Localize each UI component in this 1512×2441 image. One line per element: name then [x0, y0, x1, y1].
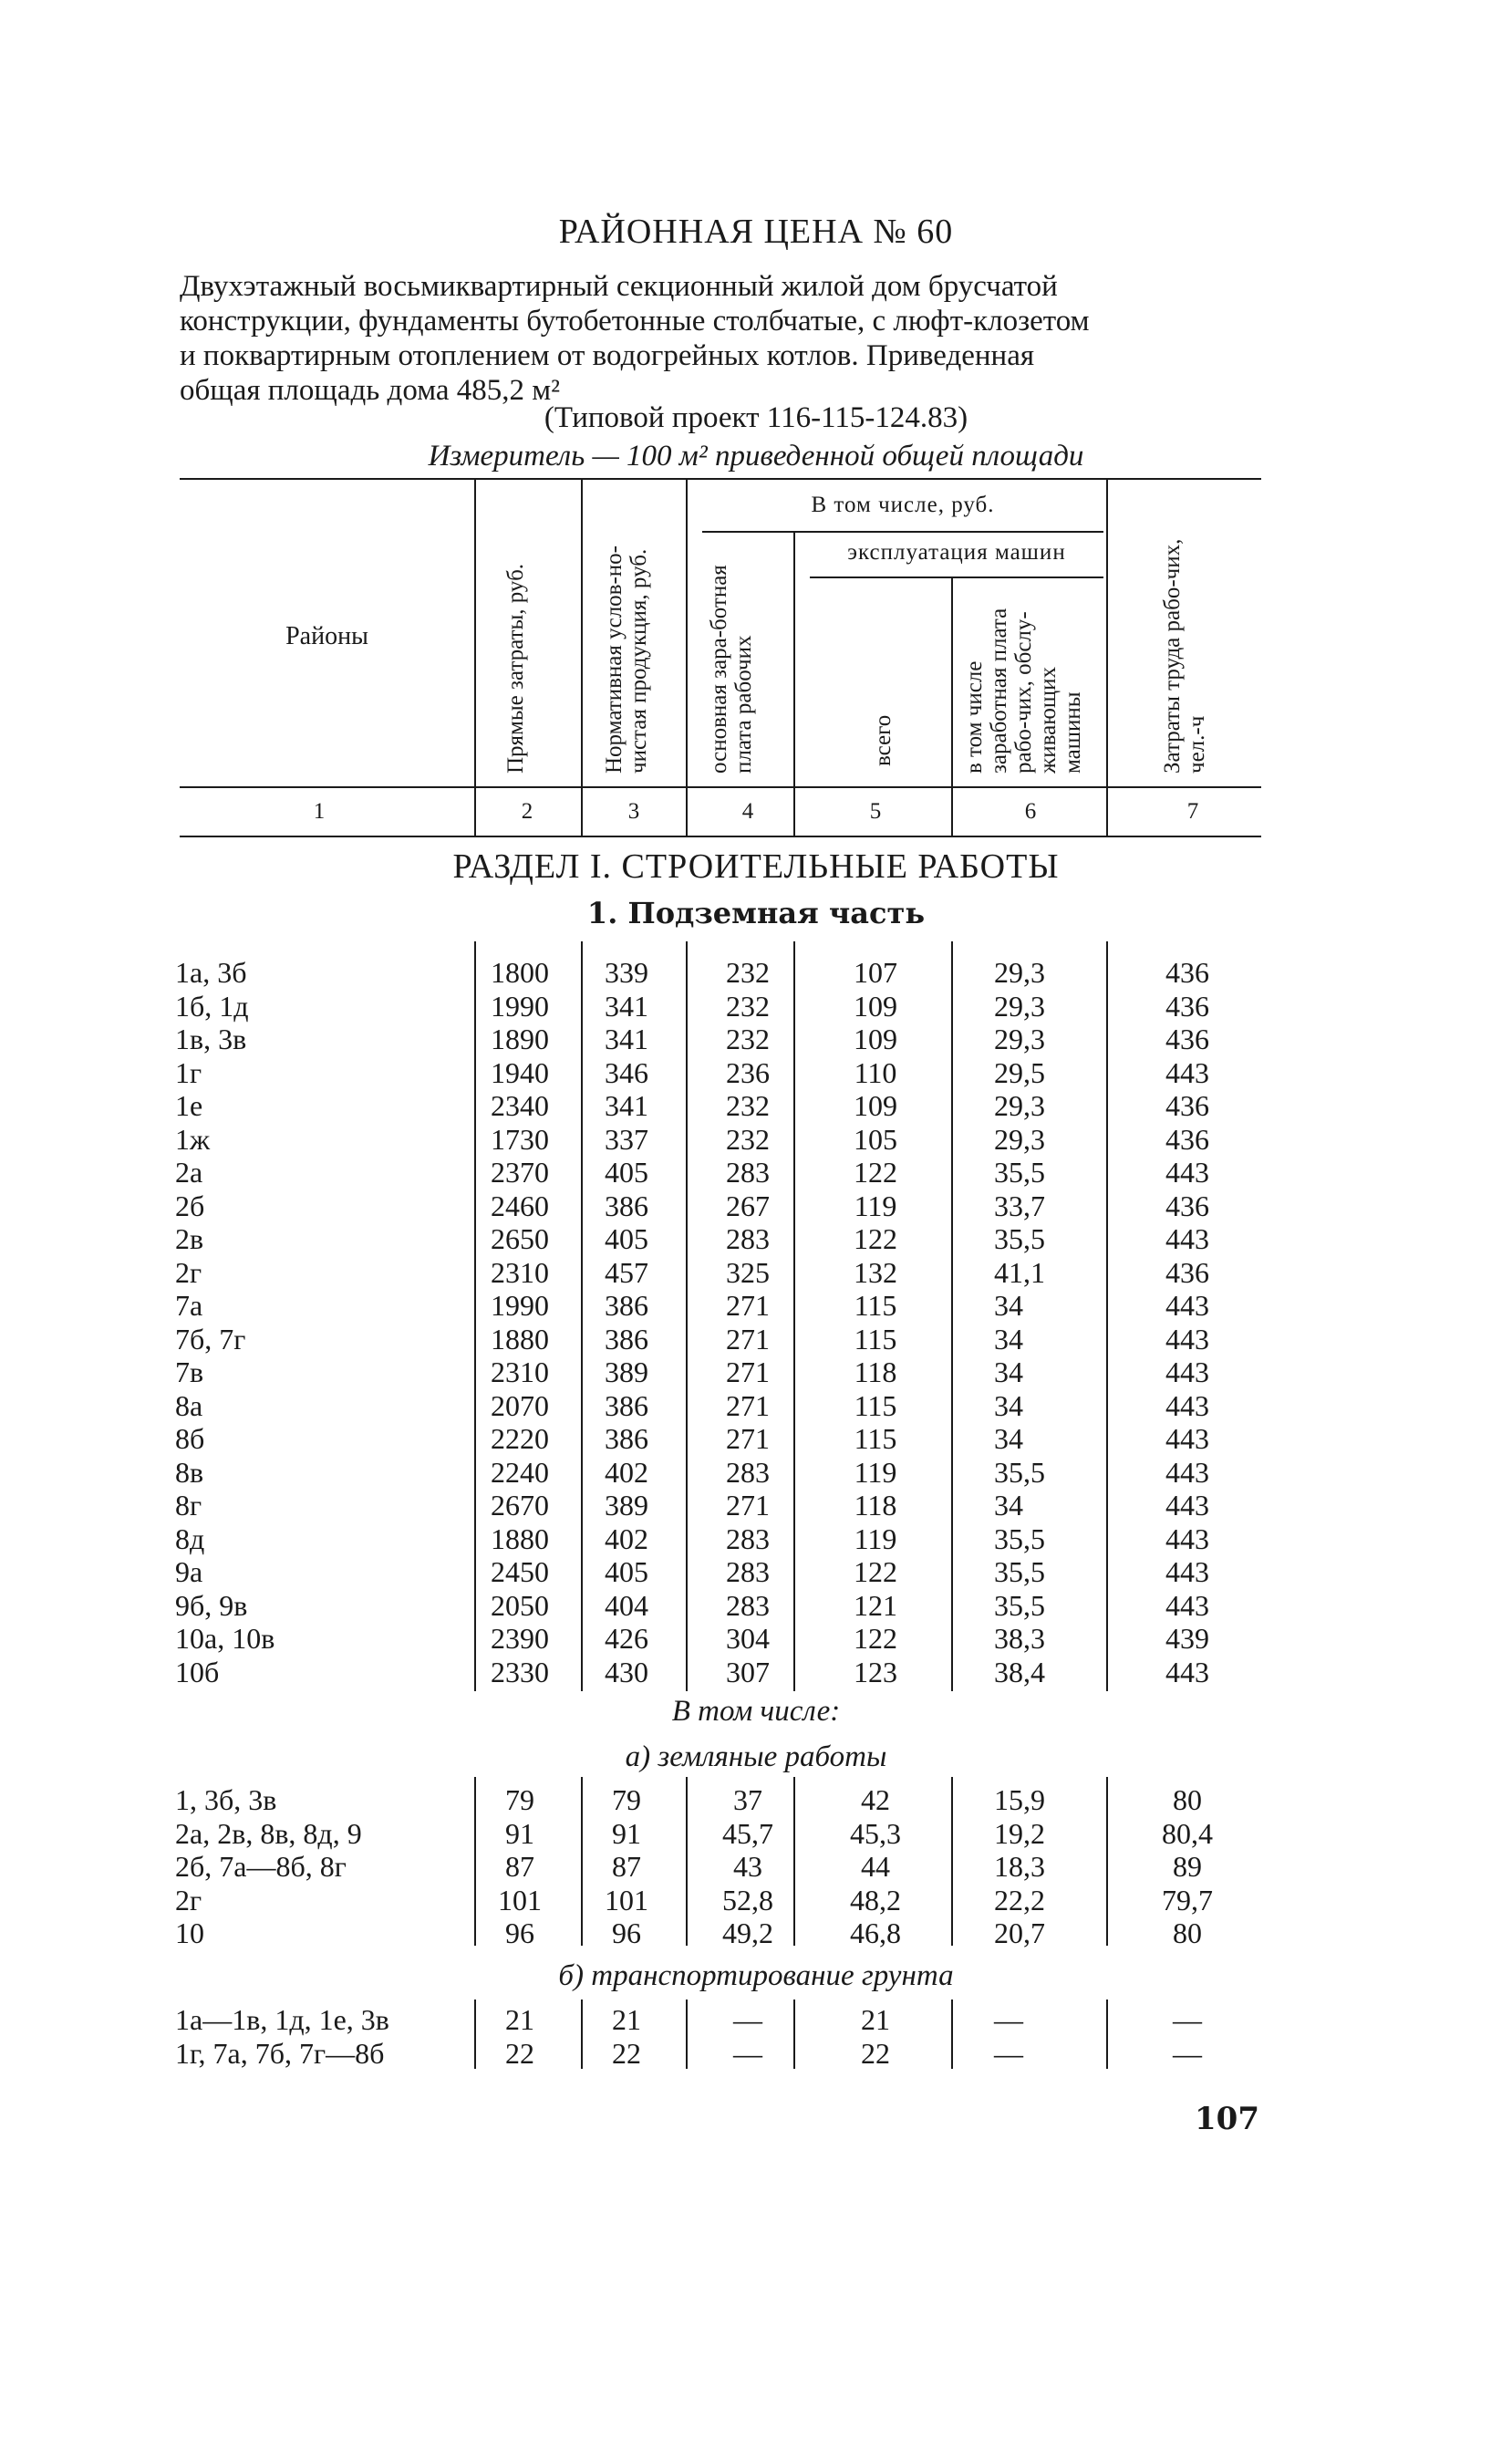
header-col-divider	[793, 533, 795, 837]
cell-district: 1а—1в, 1д, 1е, 3в	[175, 2003, 389, 2036]
cell-direct-costs: 1730	[491, 1122, 549, 1156]
cell-labor: 443	[1165, 1356, 1209, 1388]
cell-labor: 443	[1165, 1289, 1209, 1322]
cell-machine-wage: 35,5	[994, 1588, 1045, 1622]
column-number: 1	[313, 799, 326, 824]
cell-normative: 91	[612, 1816, 641, 1850]
cell-machines-total: 122	[854, 1222, 897, 1255]
cell-direct-costs: 1940	[491, 1055, 549, 1089]
cell-normative: 405	[605, 1555, 648, 1588]
cell-direct-costs: 2450	[491, 1555, 549, 1588]
cell-normative: 341	[605, 1023, 648, 1055]
cell-base-wage: —	[733, 2036, 762, 2070]
cell-normative: 339	[605, 956, 648, 989]
section-title: РАЗДЕЛ I. СТРОИТЕЛЬНЫЕ РАБОТЫ	[452, 847, 1060, 886]
cell-district: 7б, 7г	[175, 1322, 246, 1356]
cell-normative: 405	[605, 1222, 648, 1255]
body-col-divider	[793, 2000, 795, 2069]
cell-direct-costs: 96	[505, 1916, 534, 1949]
cell-labor: 443	[1165, 1388, 1209, 1422]
cell-base-wage: 325	[726, 1255, 770, 1289]
cell-machine-wage: 29,3	[994, 989, 1045, 1023]
cell-machine-wage: 41,1	[994, 1255, 1045, 1289]
column-number: 4	[741, 799, 754, 824]
cell-normative: 386	[605, 1422, 648, 1455]
cell-normative: 402	[605, 1522, 648, 1555]
cell-machine-wage: —	[994, 2003, 1023, 2036]
header-total: всего	[871, 714, 896, 766]
header-labor: Затраты труда рабо-чих, чел.-ч	[1160, 538, 1209, 774]
column-number: 2	[521, 799, 533, 824]
header-including: В том числе, руб.	[811, 493, 995, 517]
cell-machines-total: 105	[854, 1122, 897, 1156]
cell-direct-costs: 22	[505, 2036, 534, 2070]
cell-normative: 341	[605, 1089, 648, 1122]
cell-district: 7а	[175, 1289, 203, 1322]
cell-machines-total: 115	[854, 1289, 897, 1322]
cell-labor: 443	[1165, 1555, 1209, 1588]
cell-machines-total: 132	[854, 1255, 897, 1289]
cell-machines-total: 118	[854, 1356, 897, 1388]
description-line: конструкции, фундаменты бутобетонные столбчатые, с люфт-клозетом	[180, 305, 1090, 338]
subsection-a-title: а) земляные работы	[625, 1740, 887, 1773]
cell-district: 1г, 7а, 7б, 7г—8б	[175, 2036, 385, 2070]
cell-machines-total: 42	[861, 1783, 890, 1816]
body-col-divider	[793, 1777, 795, 1946]
cell-machine-wage: 34	[994, 1289, 1023, 1322]
description-line: Двухэтажный восьмиквартирный секционный жилой дом брусчатой	[180, 270, 1058, 303]
description-line: общая площадь дома 485,2 м²	[180, 374, 561, 407]
cell-labor: 80	[1173, 1783, 1202, 1816]
cell-machine-wage: 35,5	[994, 1555, 1045, 1588]
cell-direct-costs: 87	[505, 1850, 534, 1883]
cell-district: 2г	[175, 1883, 202, 1916]
cell-district: 8г	[175, 1489, 202, 1522]
cell-district: 9б, 9в	[175, 1588, 248, 1622]
cell-labor: 443	[1165, 1222, 1209, 1255]
cell-normative: 87	[612, 1850, 641, 1883]
cell-district: 8в	[175, 1455, 204, 1489]
cell-district: 2а, 2в, 8в, 8д, 9	[175, 1816, 362, 1850]
cell-direct-costs: 1990	[491, 989, 549, 1023]
cell-machine-wage: 34	[994, 1356, 1023, 1388]
cell-labor: 443	[1165, 1588, 1209, 1622]
header-col-divider	[686, 480, 688, 837]
cell-normative: 405	[605, 1156, 648, 1189]
cell-direct-costs: 2670	[491, 1489, 549, 1522]
column-number: 5	[869, 799, 882, 824]
cell-direct-costs: 1800	[491, 956, 549, 989]
cell-labor: —	[1173, 2036, 1202, 2070]
cell-direct-costs: 1990	[491, 1289, 549, 1322]
cell-direct-costs: 2050	[491, 1588, 549, 1622]
cell-direct-costs: 2650	[491, 1222, 549, 1255]
body-col-divider	[686, 941, 688, 1691]
cell-labor: 443	[1165, 1422, 1209, 1455]
cell-machine-wage: 22,2	[994, 1883, 1045, 1916]
cell-machines-total: 109	[854, 1023, 897, 1055]
cell-machines-total: 48,2	[850, 1883, 901, 1916]
cell-machine-wage: 34	[994, 1422, 1023, 1455]
cell-district: 2б	[175, 1189, 205, 1222]
cell-direct-costs: 91	[505, 1816, 534, 1850]
cell-normative: 402	[605, 1455, 648, 1489]
cell-machine-wage: 33,7	[994, 1189, 1045, 1222]
cell-base-wage: 232	[726, 1122, 770, 1156]
cell-labor: 443	[1165, 1655, 1209, 1688]
cell-labor: 80,4	[1162, 1816, 1213, 1850]
cell-normative: 457	[605, 1255, 648, 1289]
cell-labor: 436	[1165, 1189, 1209, 1222]
cell-machine-wage: 35,5	[994, 1522, 1045, 1555]
cell-machine-wage: 34	[994, 1322, 1023, 1356]
numbers-bottom-rule	[180, 836, 1261, 837]
cell-normative: 386	[605, 1388, 648, 1422]
cell-district: 2г	[175, 1255, 202, 1289]
cell-normative: 96	[612, 1916, 641, 1949]
cell-direct-costs: 21	[505, 2003, 534, 2036]
cell-normative: 426	[605, 1622, 648, 1655]
cell-base-wage: 45,7	[722, 1816, 773, 1850]
cell-machine-wage: 20,7	[994, 1916, 1045, 1949]
cell-base-wage: 271	[726, 1322, 770, 1356]
cell-labor: 443	[1165, 1489, 1209, 1522]
cell-machine-wage: 34	[994, 1388, 1023, 1422]
header-bottom-rule	[180, 786, 1261, 788]
description	[180, 269, 1261, 408]
cell-labor: 80	[1173, 1916, 1202, 1949]
cell-district: 10	[175, 1916, 204, 1949]
including-label: В том числе:	[671, 1695, 841, 1728]
body-col-divider	[1106, 1777, 1108, 1946]
cell-machine-wage: 29,3	[994, 956, 1045, 989]
header-normative: Нормативная услов-но-чистая продукция, руб.	[602, 545, 651, 774]
cell-normative: 386	[605, 1289, 648, 1322]
cell-machine-wage: 19,2	[994, 1816, 1045, 1850]
cell-labor: 89	[1173, 1850, 1202, 1883]
cell-direct-costs: 2240	[491, 1455, 549, 1489]
cell-direct-costs: 1890	[491, 1023, 549, 1055]
cell-labor: 436	[1165, 989, 1209, 1023]
cell-machines-total: 44	[861, 1850, 890, 1883]
cell-direct-costs: 2310	[491, 1356, 549, 1388]
cell-direct-costs: 2330	[491, 1655, 549, 1688]
cell-base-wage: 232	[726, 989, 770, 1023]
cell-direct-costs: 2220	[491, 1422, 549, 1455]
cell-base-wage: 236	[726, 1055, 770, 1089]
cell-normative: 337	[605, 1122, 648, 1156]
page-title: РАЙОННАЯ ЦЕНА № 60	[558, 213, 954, 251]
cell-base-wage: 271	[726, 1388, 770, 1422]
header-districts: Районы	[285, 622, 368, 650]
cell-base-wage: 52,8	[722, 1883, 773, 1916]
cell-direct-costs: 1880	[491, 1522, 549, 1555]
cell-labor: 443	[1165, 1156, 1209, 1189]
cell-machines-total: 115	[854, 1322, 897, 1356]
cell-direct-costs: 2070	[491, 1388, 549, 1422]
cell-machines-total: 45,3	[850, 1816, 901, 1850]
cell-district: 8б	[175, 1422, 205, 1455]
cell-normative: 389	[605, 1356, 648, 1388]
cell-district: 2а	[175, 1156, 203, 1189]
cell-normative: 79	[612, 1783, 641, 1816]
cell-direct-costs: 2370	[491, 1156, 549, 1189]
cell-base-wage: 271	[726, 1422, 770, 1455]
cell-machine-wage: 38,3	[994, 1622, 1045, 1655]
cell-labor: 443	[1165, 1055, 1209, 1089]
header-base-wage: основная зара-ботная плата рабочих	[707, 565, 756, 774]
cell-machine-wage: —	[994, 2036, 1023, 2070]
cell-labor: —	[1173, 2003, 1202, 2036]
cell-district: 8д	[175, 1522, 205, 1555]
cell-labor: 436	[1165, 1089, 1209, 1122]
cell-machines-total: 119	[854, 1189, 897, 1222]
cell-normative: 386	[605, 1189, 648, 1222]
cell-machine-wage: 34	[994, 1489, 1023, 1522]
cell-district: 1ж	[175, 1122, 211, 1156]
cell-machines-total: 119	[854, 1522, 897, 1555]
cell-base-wage: 283	[726, 1555, 770, 1588]
column-number: 7	[1186, 799, 1199, 824]
cell-normative: 386	[605, 1322, 648, 1356]
body-col-divider	[951, 2000, 953, 2069]
cell-machines-total: 46,8	[850, 1916, 901, 1949]
cell-machines-total: 22	[861, 2036, 890, 2070]
column-number: 6	[1024, 799, 1037, 824]
cell-base-wage: 232	[726, 1089, 770, 1122]
cell-district: 1б, 1д	[175, 989, 249, 1023]
body-col-divider	[1106, 2000, 1108, 2069]
cell-district: 10б	[175, 1655, 220, 1688]
header-col-divider	[474, 480, 476, 837]
cell-labor: 436	[1165, 1122, 1209, 1156]
cell-base-wage: 49,2	[722, 1916, 773, 1949]
cell-labor: 436	[1165, 956, 1209, 989]
cell-district: 10а, 10в	[175, 1622, 275, 1655]
cell-machines-total: 122	[854, 1156, 897, 1189]
cell-machines-total: 109	[854, 1089, 897, 1122]
cell-base-wage: 232	[726, 956, 770, 989]
cell-normative: 430	[605, 1655, 648, 1688]
cell-base-wage: 271	[726, 1489, 770, 1522]
cell-base-wage: 43	[733, 1850, 762, 1883]
cell-normative: 22	[612, 2036, 641, 2070]
cell-base-wage: 283	[726, 1222, 770, 1255]
cell-machines-total: 122	[854, 1555, 897, 1588]
machines-rule	[810, 576, 1103, 578]
cell-normative: 404	[605, 1588, 648, 1622]
cell-base-wage: 307	[726, 1655, 770, 1688]
cell-machines-total: 109	[854, 989, 897, 1023]
cell-base-wage: 283	[726, 1156, 770, 1189]
cell-machine-wage: 29,5	[994, 1055, 1045, 1089]
cell-machines-total: 118	[854, 1489, 897, 1522]
cell-direct-costs: 2460	[491, 1189, 549, 1222]
header-direct-costs: Прямые затраты, руб.	[503, 563, 528, 774]
header-col-divider	[581, 480, 583, 837]
cell-base-wage: 271	[726, 1356, 770, 1388]
cell-machine-wage: 29,3	[994, 1089, 1045, 1122]
cell-district: 9а	[175, 1555, 203, 1588]
cell-machine-wage: 35,5	[994, 1156, 1045, 1189]
page-number: 107	[1195, 2101, 1259, 2137]
cell-direct-costs: 2390	[491, 1622, 549, 1655]
cell-base-wage: 283	[726, 1588, 770, 1622]
cell-base-wage: 267	[726, 1189, 770, 1222]
cell-district: 2в	[175, 1222, 204, 1255]
cell-normative: 389	[605, 1489, 648, 1522]
cell-machine-wage: 29,3	[994, 1023, 1045, 1055]
cell-district: 1г	[175, 1055, 202, 1089]
header-machines: эксплуатация машин	[847, 540, 1066, 565]
body-col-divider	[793, 941, 795, 1691]
cell-direct-costs: 79	[505, 1783, 534, 1816]
cell-machines-total: 123	[854, 1655, 897, 1688]
cell-normative: 21	[612, 2003, 641, 2036]
cell-district: 1е	[175, 1089, 203, 1122]
cell-direct-costs: 101	[498, 1883, 542, 1916]
cell-district: 1а, 3б	[175, 956, 247, 989]
cell-base-wage: 304	[726, 1622, 770, 1655]
cell-direct-costs: 1880	[491, 1322, 549, 1356]
column-number: 3	[627, 799, 640, 824]
cell-direct-costs: 2310	[491, 1255, 549, 1289]
body-col-divider	[951, 941, 953, 1691]
cell-base-wage: —	[733, 2003, 762, 2036]
body-col-divider	[951, 1777, 953, 1946]
cell-district: 2б, 7а—8б, 8г	[175, 1850, 347, 1883]
header-col-divider	[951, 578, 953, 837]
body-col-divider	[1106, 941, 1108, 1691]
cell-machine-wage: 15,9	[994, 1783, 1045, 1816]
cell-base-wage: 271	[726, 1289, 770, 1322]
cell-machine-wage: 38,4	[994, 1655, 1045, 1688]
cell-base-wage: 283	[726, 1522, 770, 1555]
project-reference: (Типовой проект 116-115-124.83)	[544, 401, 968, 434]
subsection-b-title: б) транспортирование грунта	[558, 1959, 954, 1992]
cell-normative: 346	[605, 1055, 648, 1089]
cell-machine-wage: 35,5	[994, 1455, 1045, 1489]
cell-normative: 101	[605, 1883, 648, 1916]
including-rule	[702, 531, 1103, 533]
cell-direct-costs: 2340	[491, 1089, 549, 1122]
cell-machine-wage: 35,5	[994, 1222, 1045, 1255]
cell-base-wage: 37	[733, 1783, 762, 1816]
cell-base-wage: 232	[726, 1023, 770, 1055]
cell-machines-total: 115	[854, 1422, 897, 1455]
cell-labor: 436	[1165, 1255, 1209, 1289]
body-col-divider	[686, 1777, 688, 1946]
cell-machines-total: 121	[854, 1588, 897, 1622]
cell-machines-total: 110	[854, 1055, 897, 1089]
cell-labor: 443	[1165, 1522, 1209, 1555]
cell-district: 7в	[175, 1356, 204, 1388]
cell-machines-total: 115	[854, 1388, 897, 1422]
cell-labor: 443	[1165, 1322, 1209, 1356]
cell-machines-total: 107	[854, 956, 897, 989]
header-top-rule	[180, 478, 1261, 480]
cell-machines-total: 122	[854, 1622, 897, 1655]
cell-district: 1, 3б, 3в	[175, 1783, 277, 1816]
cell-machine-wage: 29,3	[994, 1122, 1045, 1156]
cell-base-wage: 283	[726, 1455, 770, 1489]
cell-district: 1в, 3в	[175, 1023, 247, 1055]
cell-machines-total: 21	[861, 2003, 890, 2036]
cell-labor: 443	[1165, 1455, 1209, 1489]
header-col-divider	[1106, 480, 1108, 837]
header-machine-wage: в том числе заработная плата рабо-чих, обслу-живающих машины	[962, 608, 1085, 774]
subsection-title: 1. Подземная часть	[586, 896, 926, 930]
cell-labor: 439	[1165, 1622, 1209, 1655]
cell-labor: 436	[1165, 1023, 1209, 1055]
cell-machines-total: 119	[854, 1455, 897, 1489]
measure-unit: Измеритель — 100 м² приведенной общей площади	[428, 440, 1084, 473]
cell-district: 8а	[175, 1388, 203, 1422]
cell-labor: 79,7	[1162, 1883, 1213, 1916]
body-col-divider	[686, 2000, 688, 2069]
description-line: и поквартирным отоплением от водогрейных котлов. Приведенная	[180, 339, 1035, 372]
cell-machine-wage: 18,3	[994, 1850, 1045, 1883]
cell-normative: 341	[605, 989, 648, 1023]
